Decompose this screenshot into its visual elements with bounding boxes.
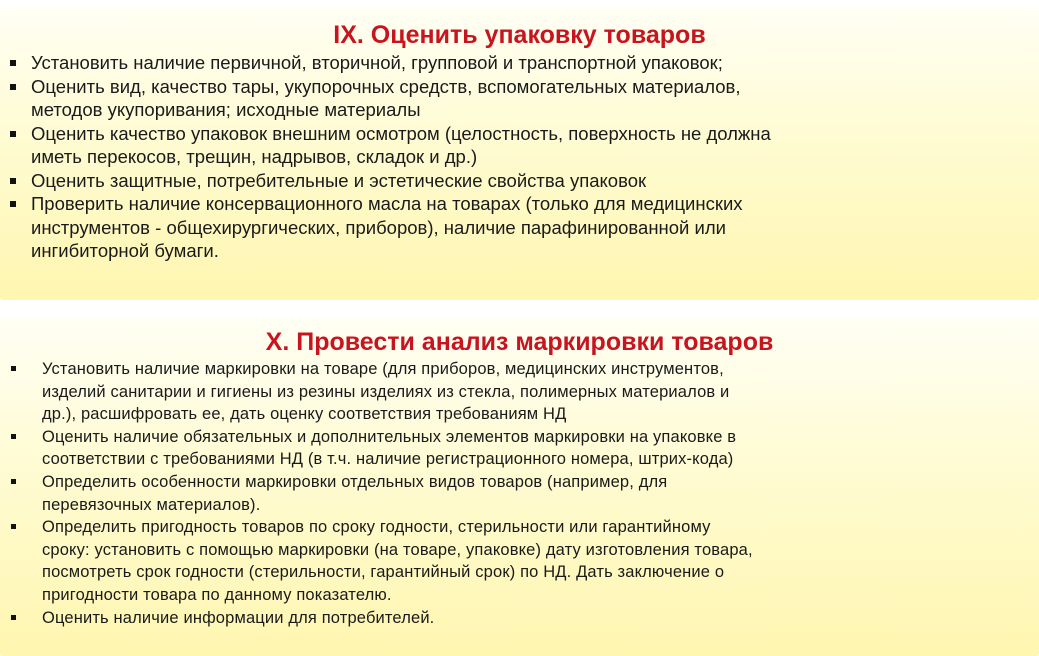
list-item-text: Оценить вид, качество тары, укупорочных средств, вспомогательных материалов, — [31, 75, 741, 97]
list-item — [0, 358, 1039, 426]
list-item — [0, 51, 1039, 75]
list-item-text: иметь перекосов, трещин, надрывов, складок и др.) — [31, 146, 478, 167]
square-bullet-icon — [10, 60, 16, 66]
list-item-text: изделий санитарии и гигиены из резины изделиях из стекла, полимерных материалов и — [42, 382, 730, 401]
list-item — [0, 169, 1039, 193]
list-item-text: Оценить наличие информации для потребителей. — [42, 608, 435, 627]
square-bullet-icon — [10, 131, 16, 137]
square-bullet-icon — [10, 84, 16, 90]
list-item-text: инструментов - общехирургических, приборов), наличие парафинированной или — [31, 216, 726, 238]
square-bullet-icon — [11, 615, 16, 620]
list-item-text: соответствии с требованиями НД (в т.ч. наличие регистрационного номера, штрих-кода) — [42, 450, 734, 469]
list-item-text: Проверить наличие консервационного масла на товарах (только для медицинских — [31, 193, 743, 214]
list-item-text: ингибиторной бумаги. — [31, 240, 219, 261]
square-bullet-icon — [10, 201, 16, 207]
square-bullet-icon — [11, 434, 16, 439]
section-ix-title: IX. Оценить упаковку товаров — [333, 21, 706, 49]
square-bullet-icon — [11, 479, 16, 484]
square-bullet-icon — [10, 178, 16, 184]
list-item-text: Оценить наличие обязательных и дополнительных элементов маркировки на упаковке в — [42, 427, 737, 446]
list-item-text: сроку: установить с помощью маркировки (на товаре, упаковке) дату изготовления товара, — [42, 540, 753, 559]
list-item — [0, 122, 1039, 169]
section-ix-panel — [0, 8, 1039, 300]
list-item-text: Установить наличие маркировки на товаре (для приборов, медицинских инструментов, — [42, 360, 724, 378]
list-item-text: Установить наличие первичной, вторичной, групповой и транспортной упаковок; — [31, 52, 723, 73]
list-item — [0, 75, 1039, 122]
list-item — [0, 516, 1039, 606]
list-item-text: перевязочных материалов). — [42, 495, 261, 514]
list-item-text: др.), расшифровать ее, дать оценку соответствия требованиям НД — [42, 405, 567, 424]
section-x-panel — [0, 318, 1039, 656]
square-bullet-icon — [11, 366, 16, 371]
list-item — [0, 471, 1039, 516]
list-item — [0, 426, 1039, 471]
list-item-text: Оценить защитные, потребительные и эстетические свойства упаковок — [31, 169, 647, 191]
list-item-text: Оценить качество упаковок внешним осмотром (целостность, поверхность не должна — [31, 122, 771, 144]
square-bullet-icon — [11, 524, 16, 529]
section-ix-list — [0, 51, 1039, 263]
list-item-text: пригодности товара по данному показателю. — [42, 585, 392, 604]
list-item-text: посмотреть срок годности (стерильности, гарантийный срок) по НД. Дать заключение о — [42, 563, 725, 582]
section-x-title: X. Провести анализ маркировки товаров — [265, 328, 774, 356]
section-x-list — [0, 358, 1039, 629]
list-item-text: методов укупоривания; исходные материалы — [31, 99, 421, 120]
list-item — [0, 192, 1039, 263]
list-item-text: Определить пригодность товаров по сроку годности, стерильности или гарантийному — [42, 518, 711, 537]
list-item — [0, 607, 1039, 630]
list-item-text: Определить особенности маркировки отдельных видов товаров (например, для — [42, 472, 668, 491]
